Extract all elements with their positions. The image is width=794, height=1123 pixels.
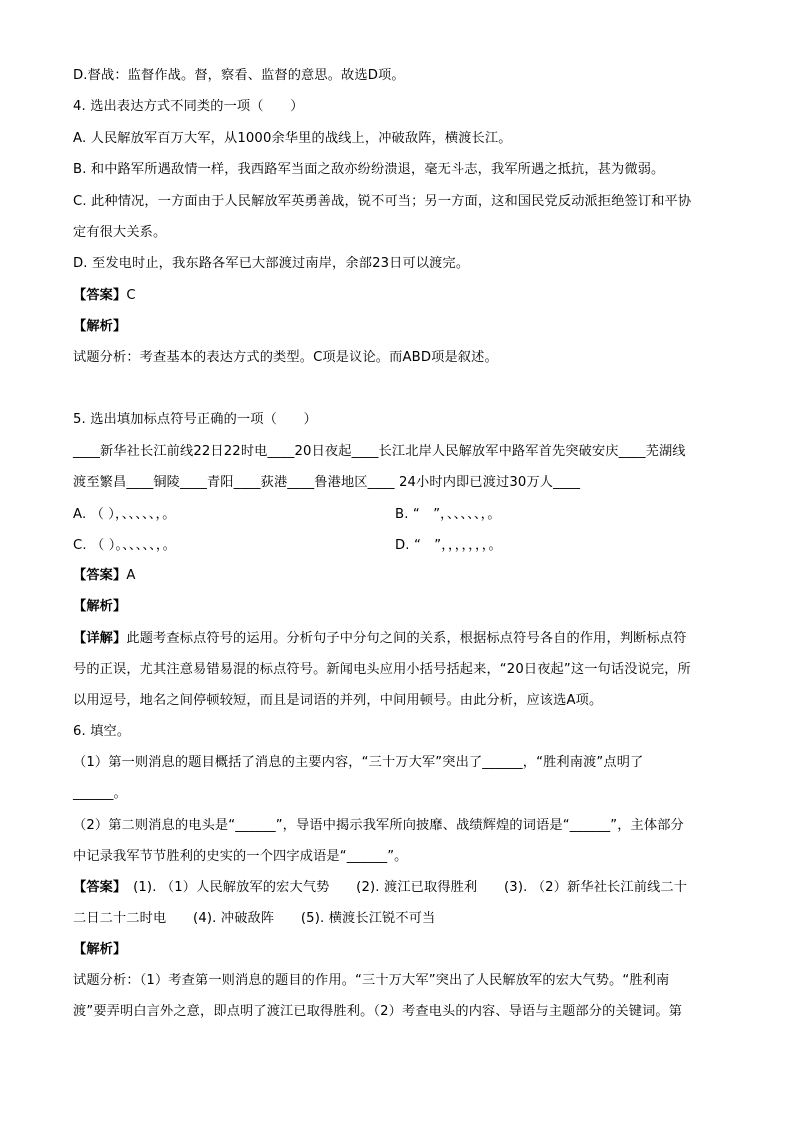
answer-value: A [126,568,136,583]
answer-tag: 【答案】 [73,568,127,583]
question-5-options-cd [73,536,733,556]
analysis-text: 试题分析：考查基本的表达方式的类型。C项是议论。而ABD项是叙述。 [73,350,498,365]
text-line: D.督战：监督作战。督，察看、监督的意思。故选D项。 [73,68,405,83]
answer-line [73,878,733,898]
question-4-option-a: A. 人民解放军百万大军，从1000余华里的战线上，冲破敌阵，横渡长江。 [73,131,512,146]
question-5-passage-cont: 渡至繁昌____铜陵____青阳____荻港____鲁港地区____ 24小时内即已渡过30万人____ [73,475,581,490]
question-5-option-c: C. （ ）。、、、、、，。 [73,538,176,553]
answer-value: C [126,288,136,303]
answer-value: (1). （1）人民解放军的宏大气势 (2). 渡江已取得胜利 (3). （2）新华社长江前线二十 [119,880,688,895]
analysis-tag: 【解析】 [73,942,127,957]
analysis-text: 试题分析：（1）考查第一则消息的题目的作用。“三十万大军”突出了人民解放军的宏大气势。“胜利南 [73,973,670,988]
question-4-option-c-cont: 定有很大关系。 [73,225,167,240]
detail-tag: 【详解】 [73,631,127,646]
question-4-stem: 4. 选出表达方式不同类的一项（ ） [73,99,304,114]
analysis-tag: 【解析】 [73,599,127,614]
answer-tag: 【答案】 [73,880,120,895]
answer-line [73,286,733,306]
detail-text: 此题考查标点符号的运用。分析句子中分句之间的关系，根据标点符号各自的作用，判断标点符 [126,631,687,646]
question-4-option-d: D. 至发电时止，我东路各军已大部渡过南岸，余部23日可以渡完。 [73,256,470,271]
question-5-option-a: A. （ ），、、、、、，。 [73,507,176,522]
answer-value-cont: 二日二十二时电 (4). 冲破敌阵 (5). 横渡长江锐不可当 [73,911,436,926]
detail-text-cont: 号的正误，尤其注意易错易混的标点符号。新闻电头应用小括号括起来，“20日夜起”这一句话没说完，所 [73,662,691,677]
question-6-part-1-cont: ______。 [73,786,127,801]
question-5-passage: ____新华社长江前线22日22时电____20日夜起____长江北岸人民解放军中路军首先突破安庆____芜湖线 [73,444,686,459]
analysis-tag: 【解析】 [73,319,127,334]
question-6-stem: 6. 填空。 [73,724,131,739]
question-4-option-b: B. 和中路军所遇敌情一样，我西路军当面之敌亦纷纷溃退，毫无斗志，我军所遇之抵抗，甚为微弱。 [73,162,665,177]
detail-text-cont: 以用逗号，地名之间停顿较短，而且是词语的并列，中间用顿号。由此分析，应该选A项。 [73,693,603,708]
question-6-part-2: （2）第二则消息的电头是“______”，导语中揭示我军所向披靡、战绩辉煌的词语是“______”，主体部分 [73,818,684,833]
question-5-stem: 5. 选出填加标点符号正确的一项（ ） [73,412,317,427]
question-5-option-d: D. “ ”，，，，，，，。 [395,538,502,553]
answer-tag: 【答案】 [73,288,127,303]
question-6-part-1: （1）第一则消息的题目概括了消息的主要内容，“三十万大军”突出了______，“胜利南渡”点明了 [73,755,644,770]
detail-line [73,629,733,649]
question-4-option-c: C. 此种情况，一方面由于人民解放军英勇善战，锐不可当；另一方面，这和国民党反动派拒绝签订和平协 [73,194,692,209]
analysis-text-cont: 渡”要弄明白言外之意，即点明了渡江已取得胜利。（2）考查电头的内容、导语与主题部分的关键词。第 [73,1004,683,1019]
question-5-options-ab [73,505,733,525]
question-6-part-2-cont: 中记录我军节节胜利的史实的一个四字成语是“______”。 [73,849,408,864]
answer-line [73,566,733,586]
question-5-option-b: B. “ ”，、、、、、，。 [395,507,501,522]
